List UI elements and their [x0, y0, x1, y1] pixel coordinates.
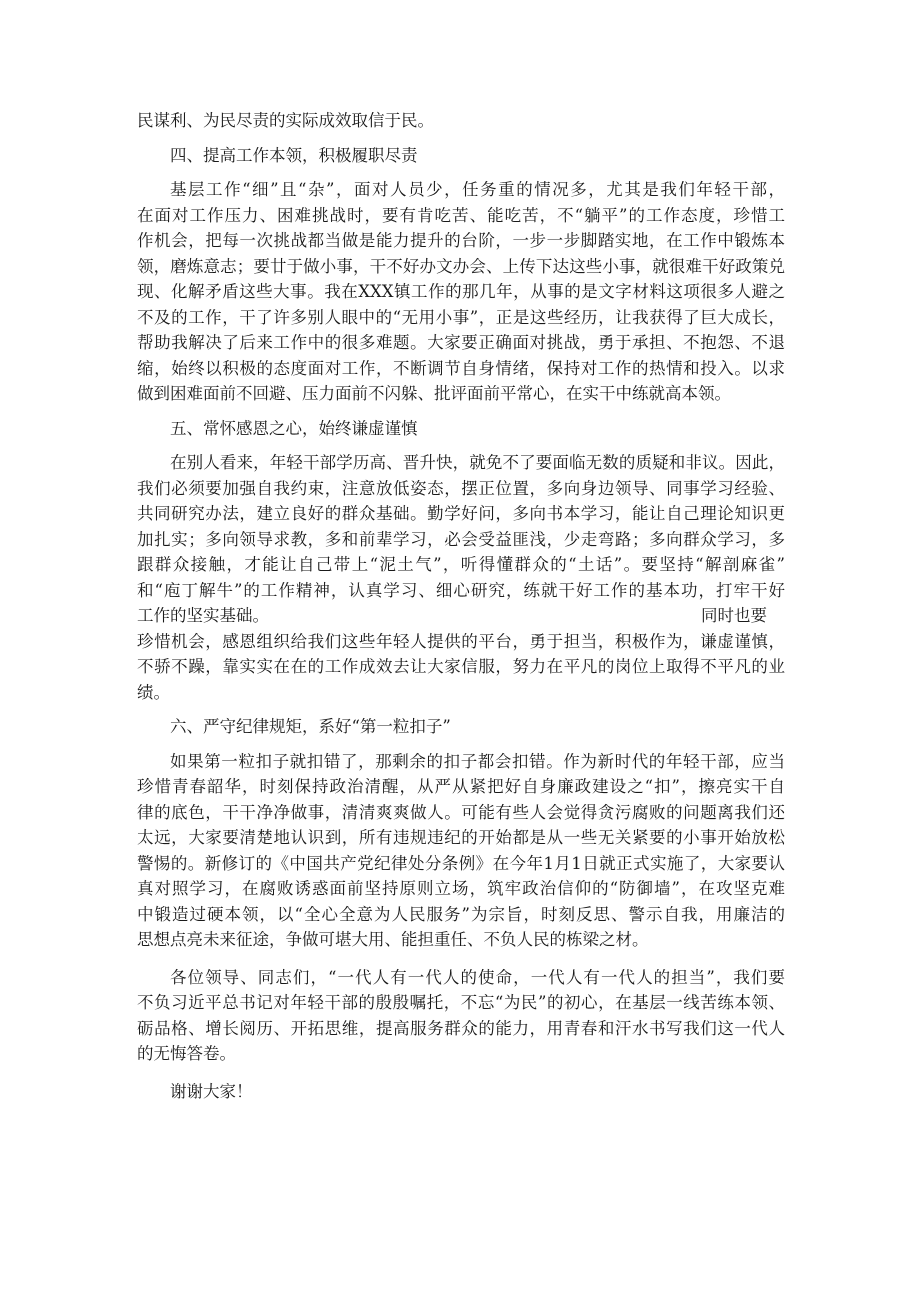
section-5-paragraph — [137, 450, 785, 705]
text-line: 共同研究办法，建立良好的群众基础。勤学好问，多向书本学习，能让自己理论知识更 — [137, 504, 785, 523]
text-line: 加扎实；多向领导求教，多和前辈学习，必会受益匪浅，少走弯路；多向群众学习，多 — [137, 529, 785, 549]
text-line: 的无悔答卷。 — [137, 1044, 236, 1063]
document-page — [137, 108, 785, 1104]
closing-paragraph — [137, 965, 785, 1067]
text-line: 现、化解矛盾这些大事。我在XXX镇工作的那几年，从事的是文字材料这项很多人避之 — [137, 282, 785, 301]
text-line: 民谋利、为民尽责的实际成效取信于民。 — [137, 111, 434, 130]
text-line: 珍惜青春韶华，时刻保持政治清醒，从严从紧把好自身廉政建设之“扣”，擦亮实干自 — [137, 777, 785, 796]
section-4-paragraph — [137, 177, 785, 407]
text-line: 在别人看来，年轻干部学历高、晋升快，就免不了要面临无数的质疑和非议。因此， — [170, 453, 785, 472]
text-line: 珍惜机会，感恩组织给我们这些年轻人提供的平台，勇于担当，积极作为，谦虚谨慎， — [137, 631, 785, 651]
text-line: 做到困难面前不回避、压力面前不闪躲、批评面前平常心，在实干中练就高本领。 — [137, 384, 731, 403]
gap-left-text: 工作的坚实基础。 — [137, 606, 269, 625]
text-line: 砺品格、增长阅历、开拓思维，提高服务群众的能力，用青春和汗水书写我们这一代人 — [137, 1018, 785, 1038]
carryover-paragraph — [137, 108, 785, 134]
section-6-paragraph — [137, 749, 785, 953]
text-line: 和“庖丁解牛”的工作精神，认真学习、细心研究，练就干好工作的基本功，打牢干好 — [137, 580, 785, 600]
text-line: 帮助我解决了后来工作中的很多难题。大家要正确面对挑战，勇于承担、不抱怨、不退 — [137, 333, 785, 352]
text-line: 不及的工作，干了许多别人眼中的“无用小事”，正是这些经历，让我获得了巨大成长， — [137, 307, 785, 327]
text-line: 我们必须要加强自我约束，注意放低姿态，摆正位置，多向身边领导、同事学习经验、 — [137, 478, 785, 498]
closing-thanks: 谢谢大家！ — [170, 1081, 253, 1101]
text-line: 太远，大家要清楚地认识到，所有违规违纪的开始都是从一些无关紧要的小事开始放松 — [137, 828, 785, 847]
text-line: 如果第一粒扣子就扣错了，那剩余的扣子都会扣错。作为新时代的年轻干部，应当 — [170, 751, 785, 771]
text-line: 绩。 — [137, 682, 170, 702]
text-line: 作机会，把每一次挑战都当做是能力提升的台阶，一步一步脚踏实地，在工作中锻炼本 — [137, 231, 785, 250]
text-line: 律的底色，干干净净做事，清清爽爽做人。可能有些人会觉得贪污腐败的问题离我们还 — [137, 802, 785, 822]
text-line-with-gap — [137, 603, 785, 629]
text-line: 基层工作“细”且“杂”，面对人员少，任务重的情况多，尤其是我们年轻干部， — [170, 180, 785, 199]
gap-right-text: 同时也要 — [701, 606, 767, 625]
text-line: 领，磨炼意志；要廿于做小事，干不好办文办会、上传下达这些小事，就很难干好政策兑 — [137, 256, 785, 276]
text-line: 思想点亮未来征途，争做可堪大用、能担重任、不负人民的栋梁之材。 — [137, 930, 649, 949]
text-line: 警惕的。新修订的《中国共产党纪律处分条例》在今年1月1日就正式实施了，大家要认 — [137, 853, 785, 873]
text-line: 在面对工作压力、困难挑战时，要有肯吃苦、能吃苦，不“躺平”的工作态度，珍惜工 — [137, 205, 785, 225]
section-heading-5: 五、常怀感恩之心，始终谦虚谨慎 — [170, 418, 418, 438]
section-heading-4: 四、提高工作本领，积极履职尽责 — [170, 145, 418, 165]
section-heading-6: 六、严守纪律规矩，系好“第一粒扣子” — [170, 717, 451, 736]
text-line: 跟群众接触，才能让自己带上“泥土气”，听得懂群众的“土话”。要坚持“解剖麻雀” — [137, 555, 785, 574]
text-line: 各位领导、同志们，“一代人有一代人的使命，一代人有一代人的担当”，我们要 — [170, 967, 785, 987]
text-line: 不负习近平总书记对年轻干部的殷殷嘱托，不忘“为民”的初心，在基层一线苦练本领、 — [137, 993, 785, 1012]
text-line: 缩，始终以积极的态度面对工作，不断调节自身情绪，保持对工作的热情和投入。以求 — [137, 358, 785, 378]
text-line: 中锻造过硬本领，以“全心全意为人民服务”为宗旨，时刻反思、警示自我，用廉洁的 — [137, 904, 785, 924]
text-line: 不骄不躁，靠实实在在的工作成效去让大家信服，努力在平凡的岗位上取得不平凡的业 — [137, 657, 785, 676]
text-line: 真对照学习，在腐败诱惑面前坚持原则立场，筑牢政治信仰的“防御墙”，在攻坚克难 — [137, 879, 785, 898]
